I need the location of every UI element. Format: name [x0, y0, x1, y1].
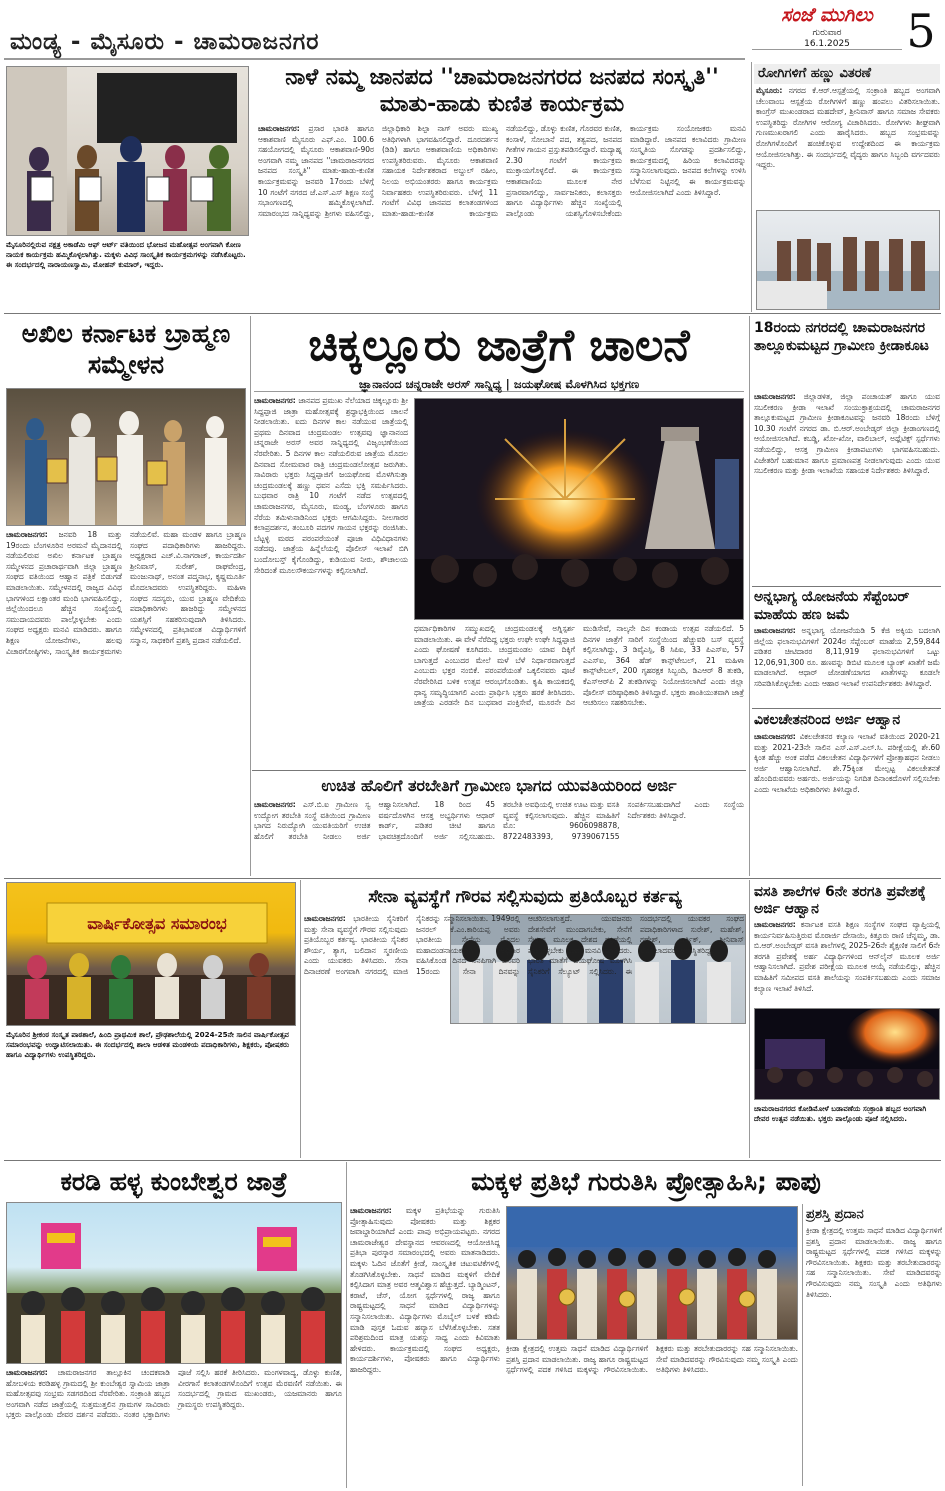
sidebar1-body: [756, 86, 940, 206]
sidebar3-body: [754, 626, 940, 708]
section-title: ಮಂಡ್ಯ - ಮೈಸೂರು - ಚಾಮರಾಜನಗರ: [10, 29, 320, 55]
sidebar4-headline: ವಿಕಲಚೇತನರಿಂದ ಅರ್ಜಿ ಆಹ್ವಾನ: [754, 712, 901, 728]
talent-photo-art: [507, 1207, 798, 1340]
story5-dateline: ಚಾಮರಾಜನಗರ:: [304, 914, 346, 923]
lead-subhead: ಜ್ಞಾನಾನಂದ ಚನ್ನರಾಜೇ ಅರಸ್ ಸಾನ್ನಿಧ್ಯ | ಜಯಘೋಷ ಮೊಳಗಿಸಿದ ಭಕ್ತಗಣ: [254, 376, 744, 392]
sidebar2-dateline: ಚಾಮರಾಜನಗರ:: [754, 392, 796, 401]
story2-dateline: ಚಾಮರಾಜನಗರ:: [6, 530, 48, 539]
hospital-photo: [756, 210, 940, 310]
story7-side-head: ಪ್ರಶಸ್ತಿ ಪ್ರದಾನ: [806, 1207, 864, 1222]
story5-headline: ಸೇನಾ ವ್ಯವಸ್ಥೆಗೆ ಗೌರವ ಸಲ್ಲಿಸುವುದು ಪ್ರತಿಯೊಬ್ಬರ ಕರ್ತವ್ಯ: [368, 887, 682, 907]
sidebar1-headline: ರೋಗಿಗಳಿಗೆ ಹಣ್ಣು ವಿತರಣೆ: [758, 66, 872, 81]
brahmana-photo: [6, 388, 246, 526]
school-anniversary-photo: [6, 882, 296, 1026]
sidebar4-dateline: ಚಾಮರಾಜನಗರ:: [754, 732, 796, 741]
story3-dateline: ಚಾಮರಾಜನಗರ:: [254, 800, 296, 809]
story3-headline: ಉಚಿತ ಹೊಲಿಗೆ ತರಬೇತಿಗೆ ಗ್ರಾಮೀಣ ಭಾಗದ ಯುವತಿಯರಿಂದ ಅರ್ಜಿ: [321, 776, 677, 795]
school-photo-art: [7, 883, 296, 1026]
sidebar4-body: [754, 732, 940, 870]
sidebar1-dateline: ಮೈಸೂರು:: [756, 86, 783, 95]
school-photo-caption: ಮೈಸೂರಿನ ಶ್ರೀಕಂಠ ಸಂಸ್ಕೃತ ಪಾಠಶಾಲೆ, ಹಿಂದಿ ಪ್ರಾಥಮಿಕ ಶಾಲೆ, ಪ್ರೌಢಶಾಲೆಯಲ್ಲಿ 2024-25ನೇ ಸಾಲಿನ ವಾರ್ಷಿಕೋತ್ಸವ ಸಮಾರಂಭವನ್ನು ಉದ್ಘಾಟಿಸಲಾಯಿತು. ಈ ಸಂದರ್ಭದಲ್ಲಿ ಶಾಲಾ ಆಡಳಿತ ಮಂಡಳಿಯ ಪದಾಧಿಕಾರಿಗಳು, ಶಿಕ್ಷಕರು, ಪೋಷಕರು ಹಾಗೂ ವಿದ್ಯಾರ್ಥಿಗಳು ಉಪಸ್ಥಿತರಿದ್ದರು.: [6, 1030, 290, 1059]
festival-night-art: [755, 1009, 940, 1100]
hospital-photo-art: [757, 211, 940, 310]
sidebar5-body-text: ಕರ್ನಾಟಕ ವಸತಿ ಶಿಕ್ಷಣ ಸಂಸ್ಥೆಗಳ ಸಂಘದ ವ್ಯಾಪ್ತಿಯಲ್ಲಿ ಕಾರ್ಯನಿರ್ವಹಿಸುತ್ತಿರುವ ಮೊರಾರ್ಜಿ ದೇಸಾಯಿ, ಕಿತ್ತೂರು ರಾಣಿ ಚೆನ್ನಮ್ಮ, ಡಾ. ಬಿ.ಆರ್.ಅಂಬೇಡ್ಕರ್ ವಸತಿ ಶಾಲೆಗಳಲ್ಲಿ 2025-26ನೇ ಶೈಕ್ಷಣಿಕ ಸಾಲಿಗೆ 6ನೇ ತರಗತಿ ಪ್ರವೇಶಕ್ಕೆ ಅರ್ಹ ವಿದ್ಯಾರ್ಥಿಗಳಿಂದ ಆನ್‌ಲೈನ್ ಮೂಲಕ ಅರ್ಜಿ ಆಹ್ವಾನಿಸಲಾಗಿದೆ. ಪ್ರವೇಶ ಪರೀಕ್ಷೆಯ ಮೂಲಕ ಆಯ್ಕೆ ನಡೆಯಲಿದ್ದು, ಹೆಚ್ಚಿನ ಮಾಹಿತಿಗೆ ಸಮೀಪದ ವಸತಿ ಶಾಲೆಯನ್ನು ಸಂಪರ್ಕಿಸಬಹುದು ಎಂದು ಸಮಾಜ ಕಲ್ಯಾಣ ಇಲಾಖೆ ತಿಳಿಸಿದೆ.: [754, 920, 940, 993]
lead-body-left: [254, 396, 408, 766]
issue-day: ಗುರುವಾರ: [812, 28, 842, 38]
lead-body-left-text: ಜಾನಪದ ಪ್ರಮುಖ ನೆಲೆಯಾದ ಚಿಕ್ಕಲ್ಲೂರು ಶ್ರೀ ಸಿದ್ದಪ್ಪಾಜಿ ಜಾತ್ರಾ ಮಹೋತ್ಸವಕ್ಕೆ ಶ್ರದ್ಧಾಭಕ್ತಿಯಿಂದ ಚಾಲನೆ ನೀಡಲಾಯಿತು. ಐದು ದಿನಗಳ ಕಾಲ ನಡೆಯುವ ಜಾತ್ರೆಯಲ್ಲಿ ಪ್ರಥಮ ದಿನವಾದ ಚಂದ್ರಮಂಡಲ ಉತ್ಸವವು ಜ್ಞಾನಾನಂದ ಚನ್ನರಾಜೇ ಅರಸ್ ಅವರ ಸಾನ್ನಿಧ್ಯದಲ್ಲಿ ವಿಜೃಂಭಣೆಯಿಂದ ನೆರವೇರಿತು. 5 ದಿನಗಳ ಕಾಲ ನಡೆಯಲಿರುವ ಜಾತ್ರೆಯ ಮೊದಲ ದಿನವಾದ ಸೋಮವಾರ ರಾತ್ರಿ ಚಂದ್ರಮಂಡಲೋತ್ಸವ ಜರುಗಿತು. ಸಾವಿರಾರು ಭಕ್ತರು ಸಿದ್ದಪ್ಪಾಜಿಗೆ ಜಯಘೋಷ ಮೊಳಗಿಸುತ್ತಾ ಚಂದ್ರಮಂಡಲಕ್ಕೆ ಹಣ್ಣು ಧವನ ಎಸೆದು ಭಕ್ತಿ ಸಮರ್ಪಿಸಿದರು. ಬುಧವಾರ ರಾತ್ರಿ 10 ಗಂಟೆಗೆ ನಡೆದ ಉತ್ಸವದಲ್ಲಿ ಚಾಮರಾಜನಗರ, ಮೈಸೂರು, ಮಂಡ್ಯ, ಬೆಂಗಳೂರು ಹಾಗೂ ನೆರೆಯ ತಮಿಳುನಾಡಿನಿಂದ ಭಕ್ತರು ಆಗಮಿಸಿದ್ದರು. ನೀಲಗಾರರ ಕಲಾಪ್ರದರ್ಶನ, ತಂಬೂರಿ ಪದಗಳ ಗಾಯನ ಭಕ್ತರನ್ನು ರಂಜಿಸಿತು. ಬೆಟ್ಟಳ್ಳಿ ಮಠದ ಪರಂಪರೆಯಂತೆ ಪೂಜಾ ವಿಧಿವಿಧಾನಗಳು ನಡೆದವು. ಜಾತ್ರೆಯ ಹಿನ್ನೆಲೆಯಲ್ಲಿ ಪೊಲೀಸ್ ಇಲಾಖೆ ಬಿಗಿ ಬಂದೋಬಸ್ತ್ ಕೈಗೊಂಡಿದ್ದು, ಕುಡಿಯುವ ನೀರು, ಶೌಚಾಲಯ ಸೇರಿದಂತೆ ಮೂಲಸೌಕರ್ಯಗಳನ್ನು ಕಲ್ಪಿಸಲಾಗಿದೆ.: [254, 396, 408, 575]
story7-body-left: [350, 1206, 500, 1486]
story6-dateline: ಚಾಮರಾಜನಗರ:: [6, 1368, 48, 1377]
lead-body-right: [414, 624, 744, 766]
chikkalluru-festival-photo: [414, 398, 744, 620]
masthead-logo-box: [752, 2, 902, 50]
sidebar2-body-text: ಜಿಲ್ಲಾಡಳಿತ, ಜಿಲ್ಲಾ ಪಂಚಾಯತ್ ಹಾಗೂ ಯುವ ಸಬಲೀಕರಣ ಕ್ರೀಡಾ ಇಲಾಖೆ ಸಂಯುಕ್ತಾಶ್ರಯದಲ್ಲಿ ಚಾಮರಾಜನಗರ ತಾಲ್ಲೂಕುಮಟ್ಟದ ಗ್ರಾಮೀಣ ಕ್ರೀಡಾಕೂಟವನ್ನು ಜನವರಿ 18ರಂದು ಬೆಳಿಗ್ಗೆ 10.30 ಗಂಟೆಗೆ ನಗರದ ಡಾ. ಬಿ.ಆರ್.ಅಂಬೇಡ್ಕರ್ ಜಿಲ್ಲಾ ಕ್ರೀಡಾಂಗಣದಲ್ಲಿ ಆಯೋಜಿಸಲಾಗಿದೆ. ಕಬಡ್ಡಿ, ಖೋ-ಖೋ, ವಾಲಿಬಾಲ್, ಅಥ್ಲೆಟಿಕ್ಸ್ ಸ್ಪರ್ಧೆಗಳು ನಡೆಯಲಿದ್ದು, ಆಸಕ್ತ ಗ್ರಾಮೀಣ ಕ್ರೀಡಾಪಟುಗಳು ಭಾಗವಹಿಸಬಹುದು. ವಿಜೇತರಿಗೆ ಬಹುಮಾನ ಹಾಗೂ ಪ್ರಮಾಣಪತ್ರ ನೀಡಲಾಗುವುದು ಎಂದು ಯುವ ಸಬಲೀಕರಣ ಮತ್ತು ಕ್ರೀಡಾ ಇಲಾಖೆಯ ಸಹಾಯಕ ನಿರ್ದೇಶಕರು ತಿಳಿಸಿದ್ದಾರೆ.: [754, 392, 940, 476]
sidebar3-headline: ಅನ್ನಭಾಗ್ಯ ಯೋಜನೆಯ ಸೆಪ್ಟೆಂಬರ್ ಮಾಹೆಯ ಹಣ ಜಮೆ: [754, 589, 910, 623]
sidebar5-headline: ವಸತಿ ಶಾಲೆಗಳ 6ನೇ ತರಗತಿ ಪ್ರವೇಶಕ್ಕೆ ಅರ್ಜಿ ಆಹ್ವಾನ: [754, 884, 926, 917]
festival-night-photo: [754, 1008, 940, 1100]
story7-body-right: [506, 1344, 798, 1486]
lead-headline: ಚಿಕ್ಕಲ್ಲೂರು ಜಾತ್ರೆಗೆ ಚಾಲನೆ: [308, 320, 690, 371]
story7-side-column-text: ಕ್ರೀಡಾ ಕ್ಷೇತ್ರದಲ್ಲಿ ಉತ್ತಮ ಸಾಧನೆ ಮಾಡಿದ ವಿದ್ಯಾರ್ಥಿಗಳಿಗೆ ಪ್ರಶಸ್ತಿ ಪ್ರದಾನ ಮಾಡಲಾಯಿತು. ರಾಜ್ಯ ಹಾಗೂ ರಾಷ್ಟ್ರಮಟ್ಟದ ಸ್ಪರ್ಧೆಗಳಲ್ಲಿ ಪದಕ ಗಳಿಸಿದ ಮಕ್ಕಳನ್ನು ಗೌರವಿಸಲಾಯಿತು. ಶಿಕ್ಷಕರು ಮತ್ತು ತರಬೇತುದಾರರನ್ನು ಸಹ ಸನ್ಮಾನಿಸಲಾಯಿತು. ಸೇವೆ ಮಾಡಿದವರನ್ನು ಗೌರವಿಸುವುದು ನಮ್ಮ ಸಂಸ್ಕೃತಿ ಎಂದು ಅತಿಥಿಗಳು ತಿಳಿಸಿದರು.: [806, 1226, 942, 1299]
sidebar3-body-text: ಅನ್ನಭಾಗ್ಯ ಯೋಜನೆಯಡಿ 5 ಕೆಜಿ ಅಕ್ಕಿಯ ಬದಲಾಗಿ ಜಿಲ್ಲೆಯ ಫಲಾನುಭವಿಗಳಿಗೆ 2024ರ ಸೆಪ್ಟೆಂಬರ್ ಮಾಹೆಯ 2,59,844 ಪಡಿತರ ಚೀಟಿದಾರರ 8,11,919 ಫಲಾನುಭವಿಗಳಿಗೆ ಒಟ್ಟು 12,06,91,300 ರೂ. ಹಣವನ್ನು ಡಿಬಿಟಿ ಮೂಲಕ ಬ್ಯಾಂಕ್ ಖಾತೆಗೆ ಜಮೆ ಮಾಡಲಾಗಿದೆ. ಆಧಾರ್ ಜೋಡಣೆಯಾಗದ ಖಾತೆಗಳನ್ನು ಕೂಡಲೇ ಸರಿಪಡಿಸಿಕೊಳ್ಳಬೇಕು ಎಂದು ಆಹಾರ ಇಲಾಖೆ ಉಪನಿರ್ದೇಶಕರು ತಿಳಿಸಿದ್ದಾರೆ.: [754, 626, 940, 688]
academy-photo-art: [7, 67, 249, 236]
festival-night-caption: ಚಾಮರಾಜನಗರದ ಕೋಡಿಮೋಳೆ ಬಡಾವಣೆಯ ಸಂಕ್ರಾಂತಿ ಹಬ್ಬದ ಅಂಗವಾಗಿ ದೇವರ ಉತ್ಸವ ನಡೆಯಿತು. ಭಕ್ತರು ಪಾಲ್ಗೊಂಡು ಪೂಜೆ ಸಲ್ಲಿಸಿದರು.: [754, 1104, 927, 1123]
sidebar5-body: [754, 920, 940, 1006]
kumbeshwara-photo-art: [7, 1203, 342, 1364]
sidebar1-body-text: ನಗರದ ಕೆ.ಆರ್.ಆಸ್ಪತ್ರೆಯಲ್ಲಿ ಸಂಕ್ರಾಂತಿ ಹಬ್ಬದ ಅಂಗವಾಗಿ ಚೆಲುವಾಂಬ ಆಸ್ಪತ್ರೆಯ ರೋಗಿಗಳಿಗೆ ಹಣ್ಣು ಹಂಪಲು ವಿತರಿಸಲಾಯಿತು. ಕಾಂಗ್ರೆಸ್ ಮುಖಂಡರಾದ ಮಹದೇವ್, ಶ್ರೀನಿವಾಸ್ ಹಾಗೂ ಸಮಾಜ ಸೇವಕರು ಉಪಸ್ಥಿತರಿದ್ದು ರೋಗಿಗಳ ಆರೋಗ್ಯ ವಿಚಾರಿಸಿದರು. ರೋಗಿಗಳು ಶೀಘ್ರವಾಗಿ ಗುಣಮುಖರಾಗಲಿ ಎಂದು ಹಾರೈಸಿದರು. ಹಬ್ಬದ ಸಂಭ್ರಮವನ್ನು ರೋಗಿಗಳೊಂದಿಗೆ ಹಂಚಿಕೊಳ್ಳುವ ಉದ್ದೇಶದಿಂದ ಈ ಕಾರ್ಯಕ್ರಮ ಆಯೋಜಿಸಲಾಗಿತ್ತು. ಈ ಸಂದರ್ಭದಲ್ಲಿ ವೈದ್ಯರು ಹಾಗೂ ಸಿಬ್ಬಂದಿ ವರ್ಗದವರು ಇದ್ದರು.: [756, 86, 940, 170]
lead-dateline: ಚಾಮರಾಜನಗರ:: [254, 396, 296, 405]
page-number: 5: [906, 4, 936, 58]
section-header: [4, 26, 745, 60]
sidebar1-header-box: [754, 64, 940, 84]
paper-logo: ಸಂಜೆ ಮುಗಿಲು: [781, 4, 873, 26]
story2-body-text: ಜನವರಿ 18 ಮತ್ತು 19ರಂದು ಬೆಂಗಳೂರಿನ ಅರಮನೆ ಮೈದಾನದಲ್ಲಿ ನಡೆಯಲಿರುವ ಅಖಿಲ ಕರ್ನಾಟಕ ಬ್ರಾಹ್ಮಣ ಸಮ್ಮೇಳನದ ಪ್ರಚಾರಾರ್ಥವಾಗಿ ಜಿಲ್ಲಾ ಬ್ರಾಹ್ಮಣ ಸಂಘದ ವತಿಯಿಂದ ಆಹ್ವಾನ ಪತ್ರಿಕೆ ಬಿಡುಗಡೆ ಮಾಡಲಾಯಿತು. ಸಮ್ಮೇಳನದಲ್ಲಿ ರಾಜ್ಯದ ವಿವಿಧ ಭಾಗಗಳಿಂದ ಲಕ್ಷಾಂತರ ಮಂದಿ ಭಾಗವಹಿಸಲಿದ್ದು, ಜಿಲ್ಲೆಯಿಂದಲೂ ಹೆಚ್ಚಿನ ಸಂಖ್ಯೆಯಲ್ಲಿ ಸಮುದಾಯದವರು ಪಾಲ್ಗೊಳ್ಳಬೇಕು ಎಂದು ಸಂಘದ ಅಧ್ಯಕ್ಷರು ಮನವಿ ಮಾಡಿದರು. ಹಾಗೂ ಶಿಕ್ಷಣ ಯೋಜನೆಗಳು, ಹಲವು ವಿಚಾರಗೋಷ್ಠಿಗಳು, ಸಾಂಸ್ಕೃತಿಕ ಕಾರ್ಯಕ್ರಮಗಳು ನಡೆಯಲಿವೆ. ಮಹಾ ಮಂಡಳ ಹಾಗೂ ಬ್ರಾಹ್ಮಣ ಸಂಘದ ಪದಾಧಿಕಾರಿಗಳು ಹಾಜರಿದ್ದರು. ಅಧ್ಯಕ್ಷರಾದ ಎಚ್.ವಿ.ನಾಗರಾಜ್, ಕಾರ್ಯದರ್ಶಿ ಶ್ರೀನಿವಾಸ್, ಸುರೇಶ್, ರಾಘವೇಂದ್ರ, ಮಂಜುನಾಥ್, ಅನಂತ ಪದ್ಮನಾಭ, ಕೃಷ್ಣಮೂರ್ತಿ ಮೊದಲಾದವರು ಉಪಸ್ಥಿತರಿದ್ದರು. ಮಹಿಳಾ ಸಂಘದ ಸದಸ್ಯರು, ಯುವ ಬ್ರಾಹ್ಮಣ ವೇದಿಕೆಯ ಪದಾಧಿಕಾರಿಗಳು ಹಾಜರಿದ್ದು ಸಮ್ಮೇಳನದ ಯಶಸ್ಸಿಗೆ ಸಹಕರಿಸುವುದಾಗಿ ತಿಳಿಸಿದರು. ಸಮ್ಮೇಳನದಲ್ಲಿ ಪ್ರತಿಭಾವಂತ ವಿದ್ಯಾರ್ಥಿಗಳಿಗೆ ಸನ್ಮಾನ, ಸಾಧಕರಿಗೆ ಪ್ರಶಸ್ತಿ ಪ್ರದಾನ ನಡೆಯಲಿದೆ.: [6, 530, 246, 656]
story2-headline: ಅಖಿಲ ಕರ್ನಾಟಕ ಬ್ರಾಹ್ಮಣ ಸಮ್ಮೇಳನ: [21, 319, 231, 379]
story5-body: [304, 914, 744, 1154]
story7-body-text: ಮಕ್ಕಳ ಪ್ರತಿಭೆಯನ್ನು ಗುರುತಿಸಿ ಪ್ರೋತ್ಸಾಹಿಸುವುದು ಪೋಷಕರು ಮತ್ತು ಶಿಕ್ಷಕರ ಜವಾಬ್ದಾರಿಯಾಗಿದೆ ಎಂದು ಪಾಪು ಅಭಿಪ್ರಾಯಪಟ್ಟರು. ನಗರದ ಚಾಮರಾಜೇಶ್ವರ ದೇವಸ್ಥಾನದ ಆವರಣದಲ್ಲಿ ಆಯೋಜಿಸಿದ್ದ ಪ್ರತಿಭಾ ಪುರಸ್ಕಾರ ಸಮಾರಂಭದಲ್ಲಿ ಅವರು ಮಾತನಾಡಿದರು. ಮಕ್ಕಳು ಓದಿನ ಜೊತೆಗೆ ಕ್ರೀಡೆ, ಸಾಂಸ್ಕೃತಿಕ ಚಟುವಟಿಕೆಗಳಲ್ಲಿ ತೊಡಗಿಸಿಕೊಳ್ಳಬೇಕು. ಸಾಧನೆ ಮಾಡಿದ ಮಕ್ಕಳಿಗೆ ವೇದಿಕೆ ಕಲ್ಪಿಸಿದಾಗ ಮಾತ್ರ ಅವರ ಆತ್ಮವಿಶ್ವಾಸ ಹೆಚ್ಚುತ್ತದೆ. ಬ್ಯಾಡ್ಮಿಂಟನ್, ಕರಾಟೆ, ಚೆಸ್, ಯೋಗ ಸ್ಪರ್ಧೆಗಳಲ್ಲಿ ರಾಜ್ಯ ಹಾಗೂ ರಾಷ್ಟ್ರಮಟ್ಟದಲ್ಲಿ ಸಾಧನೆ ಮಾಡಿದ ವಿದ್ಯಾರ್ಥಿಗಳನ್ನು ಸನ್ಮಾನಿಸಲಾಯಿತು. ವಿದ್ಯಾರ್ಥಿಗಳು ಮೊಬೈಲ್ ಬಳಕೆ ಕಡಿಮೆ ಮಾಡಿ ಪುಸ್ತಕ ಓದುವ ಹವ್ಯಾಸ ಬೆಳೆಸಿಕೊಳ್ಳಬೇಕು. ಸತತ ಪರಿಶ್ರಮದಿಂದ ಮಾತ್ರ ಯಶಸ್ಸು ಸಾಧ್ಯ ಎಂದು ಕಿವಿಮಾತು ಹೇಳಿದರು. ಕಾರ್ಯಕ್ರಮದಲ್ಲಿ ಸಂಘದ ಅಧ್ಯಕ್ಷರು, ಕಾರ್ಯದರ್ಶಿಗಳು, ಪೋಷಕರು ಹಾಗೂ ವಿದ್ಯಾರ್ಥಿಗಳು ಹಾಜರಿದ್ದರು.: [350, 1206, 500, 1374]
sidebar2-body: [754, 392, 940, 584]
sidebar3-dateline: ಚಾಮರಾಜನಗರ:: [754, 626, 796, 635]
story6-headline: ಕರಡಿ ಹಳ್ಳ ಕುಂಬೇಶ್ವರ ಜಾತ್ರೆ: [60, 1167, 288, 1196]
story7-side-column: [806, 1226, 942, 1486]
story1-body-text: ಪ್ರಸಾರ ಭಾರತಿ ಹಾಗೂ ಆಕಾಶವಾಣಿ ಮೈಸೂರು ಎಫ್.ಎಂ. 100.6 ಸಹಯೋಗದಲ್ಲಿ ಮೈಸೂರು ಆಕಾಶವಾಣಿ-90ರ ಅಂಗವಾಗಿ ನಮ್ಮ ಜಾನಪದ ''ಚಾಮರಾಜನಗರದ ಜನಪದ ಸಂಸ್ಕೃತಿ'' ಮಾತು-ಹಾಡು-ಕುಣಿತ ಕಾರ್ಯಕ್ರಮವನ್ನು ಜನವರಿ 17ರಂದು ಬೆಳಿಗ್ಗೆ 10 ಗಂಟೆಗೆ ನಗರದ ಜೆ.ಎಸ್.ಎಸ್ ಶಿಕ್ಷಣ ಸಂಸ್ಥೆ ಸಭಾಂಗಣದಲ್ಲಿ ಹಮ್ಮಿಕೊಳ್ಳಲಾಗಿದೆ. ಸಮಾರಂಭದ ಸಾನ್ನಿಧ್ಯವನ್ನು ಶ್ರೀಗಳು ವಹಿಸಲಿದ್ದು, ಜಿಲ್ಲಾಧಿಕಾರಿ ಶಿಲ್ಪಾ ನಾಗ್ ಅವರು ಮುಖ್ಯ ಅತಿಥಿಗಳಾಗಿ ಭಾಗವಹಿಸಲಿದ್ದಾರೆ. ದೂರದರ್ಶನ (ಡಿಡಿ) ಹಾಗೂ ಆಕಾಶವಾಣಿಯ ಅಧಿಕಾರಿಗಳು ಉಪಸ್ಥಿತರಿರುವರು. ಮೈಸೂರು ಆಕಾಶವಾಣಿ ಸಹಾಯಕ ನಿರ್ದೇಶಕರಾದ ಅಬ್ದುಲ್ ರಹೀಂ, ನಿಲಯ ಅಭಿಯಂತರರು ಹಾಗೂ ಕಾರ್ಯಕ್ರಮ ನಿರ್ವಾಹಕರು ಉಪಸ್ಥಿತರಿರುವರು. ಬೆಳಿಗ್ಗೆ 11 ಗಂಟೆಗೆ ವಿವಿಧ ಜಾನಪದ ಕಲಾತಂಡಗಳಿಂದ ಮಾತು-ಹಾಡು-ಕುಣಿತ ಕಾರ್ಯಕ್ರಮ ನಡೆಯಲಿದ್ದು, ಡೊಳ್ಳು ಕುಣಿತ, ಗೊರವರ ಕುಣಿತ, ಕಂಸಾಳೆ, ಸೋಬಾನೆ ಪದ, ತತ್ವಪದ, ಜನಪದ ಗೀತೆಗಳ ಗಾಯನ ಪ್ರಸ್ತುತಪಡಿಸಲಿದ್ದಾರೆ. ಮದ್ಯಾಹ್ನ 2.30 ಗಂಟೆಗೆ ಕಾರ್ಯಕ್ರಮ ಮುಕ್ತಾಯಗೊಳ್ಳಲಿದೆ. ಈ ಕಾರ್ಯಕ್ರಮ ಆಕಾಶವಾಣಿಯ ಮೂಲಕ ನೇರ ಪ್ರಸಾರವಾಗಲಿದ್ದು, ಸಾರ್ವಜನಿಕರು, ಕಲಾಸಕ್ತರು ಹಾಗೂ ವಿದ್ಯಾರ್ಥಿಗಳು ಹೆಚ್ಚಿನ ಸಂಖ್ಯೆಯಲ್ಲಿ ಪಾಲ್ಗೊಂಡು ಯಶಸ್ವಿಗೊಳಿಸಬೇಕೆಂದು ಕಾರ್ಯಕ್ರಮ ಸಂಯೋಜಕರು ಮನವಿ ಮಾಡಿದ್ದಾರೆ. ಜಾನಪದ ಕಲಾವಿದರು ಗ್ರಾಮೀಣ ಸಂಸ್ಕೃತಿಯ ಸೊಗಡನ್ನು ಪ್ರದರ್ಶಿಸಲಿದ್ದು, ಕಾರ್ಯಕ್ರಮದಲ್ಲಿ ಹಿರಿಯ ಕಲಾವಿದರನ್ನು ಸನ್ಮಾನಿಸಲಾಗುವುದು. ಜನಪದ ಕಲೆಗಳನ್ನು ಉಳಿಸಿ ಬೆಳೆಸುವ ನಿಟ್ಟಿನಲ್ಲಿ ಈ ಕಾರ್ಯಕ್ರಮವನ್ನು ಆಯೋಜಿಸಲಾಗಿದೆ ಎಂದು ತಿಳಿಸಿದ್ದಾರೆ.: [258, 124, 746, 218]
story6-body: [6, 1368, 342, 1486]
story2-body: [6, 530, 246, 856]
story3-body-text: ಎಸ್.ಬಿ.ಐ ಗ್ರಾಮೀಣ ಸ್ವ ಉದ್ಯೋಗ ತರಬೇತಿ ಸಂಸ್ಥೆ ವತಿಯಿಂದ ಗ್ರಾಮೀಣ ಭಾಗದ ನಿರುದ್ಯೋಗಿ ಯುವತಿಯರಿಗೆ ಉಚಿತ ಹೊಲಿಗೆ ತರಬೇತಿ ನೀಡಲು ಅರ್ಜಿ ಆಹ್ವಾನಿಸಲಾಗಿದೆ. 18 ರಿಂದ 45 ವರ್ಷದೊಳಗಿನ ಆಸಕ್ತ ಅಭ್ಯರ್ಥಿಗಳು ಆಧಾರ್ ಕಾರ್ಡ್, ಪಡಿತರ ಚೀಟಿ ಹಾಗೂ ಭಾವಚಿತ್ರದೊಂದಿಗೆ ಅರ್ಜಿ ಸಲ್ಲಿಸಬಹುದು. ತರಬೇತಿ ಅವಧಿಯಲ್ಲಿ ಉಚಿತ ಊಟ ಮತ್ತು ವಸತಿ ವ್ಯವಸ್ಥೆ ಕಲ್ಪಿಸಲಾಗುವುದು. ಹೆಚ್ಚಿನ ಮಾಹಿತಿಗೆ ಮೊ: 9606098878, 8722483393, 9739067155 ಸಂಪರ್ಕಿಸಬಹುದಾಗಿದೆ ಎಂದು ಸಂಸ್ಥೆಯ ನಿರ್ದೇಶಕರು ತಿಳಿಸಿದ್ದಾರೆ.: [254, 800, 744, 841]
academy-photo-caption: ಮೈಸೂರಿನಲ್ಲಿರುವ ನಕ್ಷತ್ರ ಅಕಾಡೆಮಿ ಆಫ್ ಆರ್ಟ್ ವತಿಯಿಂದ ಭೋಜನ ಮಹೋತ್ಸವ ಅಂಗವಾಗಿ ಕೋಣ ನಾಯಕ ಕಾರ್ಯಕ್ರಮ ಹಮ್ಮಿಕೊಳ್ಳಲಾಗಿತ್ತು. ಮಕ್ಕಳು ವಿವಿಧ ಸಾಂಸ್ಕೃತಿಕ ಕಾರ್ಯಕ್ರಮಗಳನ್ನು ನಡೆಸಿಕೊಟ್ಟರು. ಈ ಸಂದರ್ಭದಲ್ಲಿ ನಾರಾಯಣಸ್ವಾಮಿ, ಮೋಹನ್ ಕುಮಾರ್, ಇದ್ದರು.: [6, 240, 246, 269]
story7-side-body-text: ಕ್ರೀಡಾ ಕ್ಷೇತ್ರದಲ್ಲಿ ಉತ್ತಮ ಸಾಧನೆ ಮಾಡಿದ ವಿದ್ಯಾರ್ಥಿಗಳಿಗೆ ಪ್ರಶಸ್ತಿ ಪ್ರದಾನ ಮಾಡಲಾಯಿತು. ರಾಜ್ಯ ಹಾಗೂ ರಾಷ್ಟ್ರಮಟ್ಟದ ಸ್ಪರ್ಧೆಗಳಲ್ಲಿ ಪದಕ ಗಳಿಸಿದ ಮಕ್ಕಳನ್ನು ಗೌರವಿಸಲಾಯಿತು. ಶಿಕ್ಷಕರು ಮತ್ತು ತರಬೇತುದಾರರನ್ನು ಸಹ ಸನ್ಮಾನಿಸಲಾಯಿತು. ಸೇವೆ ಮಾಡಿದವರನ್ನು ಗೌರವಿಸುವುದು ನಮ್ಮ ಸಂಸ್ಕೃತಿ ಎಂದು ಅತಿಥಿಗಳು ತಿಳಿಸಿದರು.: [506, 1344, 798, 1375]
story7-headline: ಮಕ್ಕಳ ಪ್ರತಿಭೆ ಗುರುತಿಸಿ ಪ್ರೋತ್ಸಾಹಿಸಿ; ಪಾಪು: [471, 1167, 821, 1196]
story7-dateline: ಚಾಮರಾಜನಗರ:: [350, 1206, 392, 1215]
chikkalluru-photo-art: [415, 399, 744, 620]
lead-body-right-text: ಧರ್ಮಾಧಿಕಾರಿಗಳ ಸಮ್ಮುಖದಲ್ಲಿ ಚಂದ್ರಮಂಡಲಕ್ಕೆ ಅಗ್ನಿಸ್ಪರ್ಶ ಮಾಡಲಾಯಿತು. ಈ ವೇಳೆ ನೆರೆದಿದ್ದ ಭಕ್ತರು ಉಘೇ ಉಘೇ ಸಿದ್ದಪ್ಪಾಜಿ ಎಂದು ಘೋಷಣೆ ಕೂಗಿದರು. ಚಂದ್ರಮಂಡಲ ಯಾವ ದಿಕ್ಕಿಗೆ ಬಾಗುತ್ತದೆ ಎಂಬುದರ ಮೇಲೆ ಮಳೆ ಬೆಳೆ ನಿರ್ಧಾರವಾಗುತ್ತದೆ ಎಂಬುದು ಭಕ್ತರ ನಂಬಿಕೆ. ಪರಂಪರೆಯಂತೆ ಒಕ್ಕಲಿನವರು ಪೂಜೆ ನೆರವೇರಿಸಿದ ಬಳಿಕ ಉತ್ಸವ ಆರಂಭಗೊಂಡಿತು. ಕೃಷಿ ಕಾಯಕದಲ್ಲಿ ಧಾನ್ಯ ಸಮೃದ್ಧಿಯಾಗಲಿ ಎಂದು ಪ್ರಾರ್ಥಿಸಿ ಭಕ್ತರು ಹರಕೆ ತೀರಿಸಿದರು. ಜಾತ್ರೆಯ ಎರಡನೇ ದಿನ ಬುಧವಾರ ಪಂಕ್ತಿಸೇವೆ, ಮೂರನೇ ದಿನ ಮುಡಿಸೇವೆ, ನಾಲ್ಕನೇ ದಿನ ಕಂಡಾಯ ಉತ್ಸವ ನಡೆಯಲಿದೆ. 5 ದಿನಗಳ ಜಾತ್ರೆಗೆ ಸಾರಿಗೆ ಸಂಸ್ಥೆಯಿಂದ ಹೆಚ್ಚುವರಿ ಬಸ್ ವ್ಯವಸ್ಥೆ ಕಲ್ಪಿಸಲಾಗಿದ್ದು, 3 ಡಿವೈಎಸ್ಪಿ, 8 ಸಿಪಿಐ, 33 ಪಿಎಸ್ಐ, 57 ಎಎಸ್ಐ, 364 ಹೆಡ್ ಕಾನ್ಸ್‌ಟೇಬಲ್, 21 ಮಹಿಳಾ ಕಾನ್ಸ್‌ಟೇಬಲ್, 200 ಗೃಹರಕ್ಷಕ ಸಿಬ್ಬಂದಿ, ಡಿಎಆರ್ 8 ತುಕಡಿ, ಕೆಎಸ್ಆರ್‌ಪಿ 2 ತುಕಡಿಗಳನ್ನು ನಿಯೋಜಿಸಲಾಗಿದೆ ಎಂದು ಜಿಲ್ಲಾ ಪೊಲೀಸ್ ವರಿಷ್ಠಾಧಿಕಾರಿ ತಿಳಿಸಿದ್ದಾರೆ. ಭಕ್ತರು ಶಾಂತಿಯುತವಾಗಿ ಜಾತ್ರೆ ಆಚರಿಸಲು ಸಹಕರಿಸಬೇಕು.: [414, 624, 744, 708]
kumbeshwara-fair-photo: [6, 1202, 342, 1364]
brahmana-photo-art: [7, 389, 246, 526]
talent-award-photo: [506, 1206, 798, 1340]
story5-body-text: ಭಾರತೀಯ ಸೈನಿಕರಿಗೆ ಮತ್ತು ಸೇನಾ ವ್ಯವಸ್ಥೆಗೆ ಗೌರವ ಸಲ್ಲಿಸುವುದು ಪ್ರತಿಯೊಬ್ಬರ ಕರ್ತವ್ಯ. ಭಾರತೀಯ ಸೈನಿಕರ ಶೌರ್ಯ, ತ್ಯಾಗ, ಬಲಿದಾನ ಸ್ಮರಣೀಯ ಎಂದು ಯುವಕರು ತಿಳಿಸಿದರು. ಸೇನಾ ದಿನಾಚರಣೆ ಅಂಗವಾಗಿ ನಗರದಲ್ಲಿ ಮಾಜಿ ಸೈನಿಕರನ್ನು ಸನ್ಮಾನಿಸಲಾಯಿತು. 1949ರಲ್ಲಿ ಜನರಲ್ ಕೆ.ಎಂ.ಕಾರಿಯಪ್ಪ ಅವರು ಭಾರತೀಯ ಸೇನೆಯ ಮೊದಲ ಮಹಾದಂಡನಾಯಕರಾಗಿ ಅಧಿಕಾರ ವಹಿಸಿಕೊಂಡ ದಿನದ ನೆನಪಿಗಾಗಿ ಜನವರಿ 15ರಂದು ಸೇನಾ ದಿನವನ್ನು ಆಚರಿಸಲಾಗುತ್ತದೆ. ಯುವಜನರು ದೇಶಸೇವೆಗೆ ಮುಂದಾಗಬೇಕು, ಸೇನೆಗೆ ಸೇರುವ ಮೂಲಕ ದೇಶದ ರಕ್ಷಣೆಯಲ್ಲಿ ಪಾಲ್ಗೊಳ್ಳಬೇಕು ಎಂದು ಮನವಿ ಮಾಡಿದರು. ಭಾರತ ಮಾತೆಗೆ ಜಯಘೋಷ ಮೊಳಗಿಸಿ ಸೈನಿಕರಿಗೆ ಸೆಲ್ಯೂಟ್ ಸಲ್ಲಿಸಿದರು. ಈ ಸಂದರ್ಭದಲ್ಲಿ ಯುವಕರ ಸಂಘದ ಪದಾಧಿಕಾರಿಗಳಾದ ಸುರೇಶ್, ಮಹೇಶ್, ಗಣೇಶ್, ಕಾರ್ತಿಕ್, ಶ್ರೀನಿವಾಸ್ ಮೊದಲಾದವರು ಉಪಸ್ಥಿತರಿದ್ದರು.: [304, 914, 744, 976]
story1-dateline: ಚಾಮರಾಜನಗರ:: [258, 124, 300, 133]
school-banner-text: ವಾರ್ಷಿಕೋತ್ಸವ ಸಮಾರಂಭ: [87, 914, 227, 933]
academy-photo: [6, 66, 249, 236]
sidebar4-body-text: ವಿಕಲಚೇತನರ ಕಲ್ಯಾಣ ಇಲಾಖೆ ವತಿಯಿಂದ 2020-21 ಮತ್ತು 2021-23ನೇ ಸಾಲಿನ ಎಸ್.ಎಸ್.ಎಲ್.ಸಿ. ಪರೀಕ್ಷೆಯಲ್ಲಿ ಶೇ.60 ಕ್ಕಿಂತ ಹೆಚ್ಚು ಅಂಕ ಪಡೆದ ವಿಕಲಚೇತನ ವಿದ್ಯಾರ್ಥಿಗಳಿಗೆ ಪ್ರೋತ್ಸಾಹಧನ ನೀಡಲು ಅರ್ಜಿ ಆಹ್ವಾನಿಸಲಾಗಿದೆ. ಶೇ.75ಕ್ಕಿಂತ ಮೇಲ್ಪಟ್ಟ ವಿಕಲಚೇತನತೆ ಹೊಂದಿರುವವರು ಅರ್ಹರು. ಅರ್ಜಿಯನ್ನು ನಿಗದಿತ ದಿನಾಂಕದೊಳಗೆ ಸಲ್ಲಿಸಬೇಕು ಎಂದು ಇಲಾಖೆಯ ಅಧಿಕಾರಿಗಳು ತಿಳಿಸಿದ್ದಾರೆ.: [754, 732, 940, 794]
story6-body-text: ಚಾಮರಾಜನಗರ ತಾಲ್ಲೂಕಿನ ಚಂದಕವಾಡಿ ಹೋಬಳಿಯ ಕರಡಿಹಳ್ಳ ಗ್ರಾಮದಲ್ಲಿ ಶ್ರೀ ಕುಂಬೇಶ್ವರ ಸ್ವಾಮಿಯ ಜಾತ್ರಾ ಮಹೋತ್ಸವವು ಸಂಭ್ರಮ ಸಡಗರದಿಂದ ನೆರವೇರಿತು. ಸಂಕ್ರಾಂತಿ ಹಬ್ಬದ ಅಂಗವಾಗಿ ನಡೆದ ಜಾತ್ರೆಯಲ್ಲಿ ಸುತ್ತಮುತ್ತಲಿನ ಗ್ರಾಮಗಳ ಸಾವಿರಾರು ಭಕ್ತರು ಪಾಲ್ಗೊಂಡು ದೇವರ ದರ್ಶನ ಪಡೆದರು. ನಂತರ ಭಕ್ತಾದಿಗಳು ಪೂಜೆ ಸಲ್ಲಿಸಿ ಹರಕೆ ತೀರಿಸಿದರು. ಮಂಗಳವಾದ್ಯ, ಡೊಳ್ಳು ಕುಣಿತ, ವೀರಗಾಸೆ ಕಲಾತಂಡಗಳೊಂದಿಗೆ ಉತ್ಸವ ಮೆರವಣಿಗೆ ನಡೆಯಿತು. ಈ ಸಂದರ್ಭದಲ್ಲಿ ಗ್ರಾಮದ ಮುಖಂಡರು, ಯಜಮಾನರು ಹಾಗೂ ಗ್ರಾಮಸ್ಥರು ಉಪಸ್ಥಿತರಿದ್ದರು.: [6, 1368, 342, 1420]
story3-body: [254, 800, 744, 874]
sidebar2-headline: 18ರಂದು ನಗರದಲ್ಲಿ ಚಾಮರಾಜನಗರ ತಾಲ್ಲೂಕುಮಟ್ಟದ ಗ್ರಾಮೀಣ ಕ್ರೀಡಾಕೂಟ: [754, 320, 929, 354]
sidebar5-dateline: ಚಾಮರಾಜನಗರ:: [754, 920, 796, 929]
story1-headline: ನಾಳೆ ನಮ್ಮ ಜಾನಪದ ''ಚಾಮರಾಜನಗರದ ಜನಪದ ಸಂಸ್ಕೃತಿ'' ಮಾತು-ಹಾಡು ಕುಣಿತ ಕಾರ್ಯಕ್ರಮ: [285, 65, 719, 117]
issue-date: 16.1.2025: [804, 39, 850, 49]
story1-body: [258, 124, 746, 310]
